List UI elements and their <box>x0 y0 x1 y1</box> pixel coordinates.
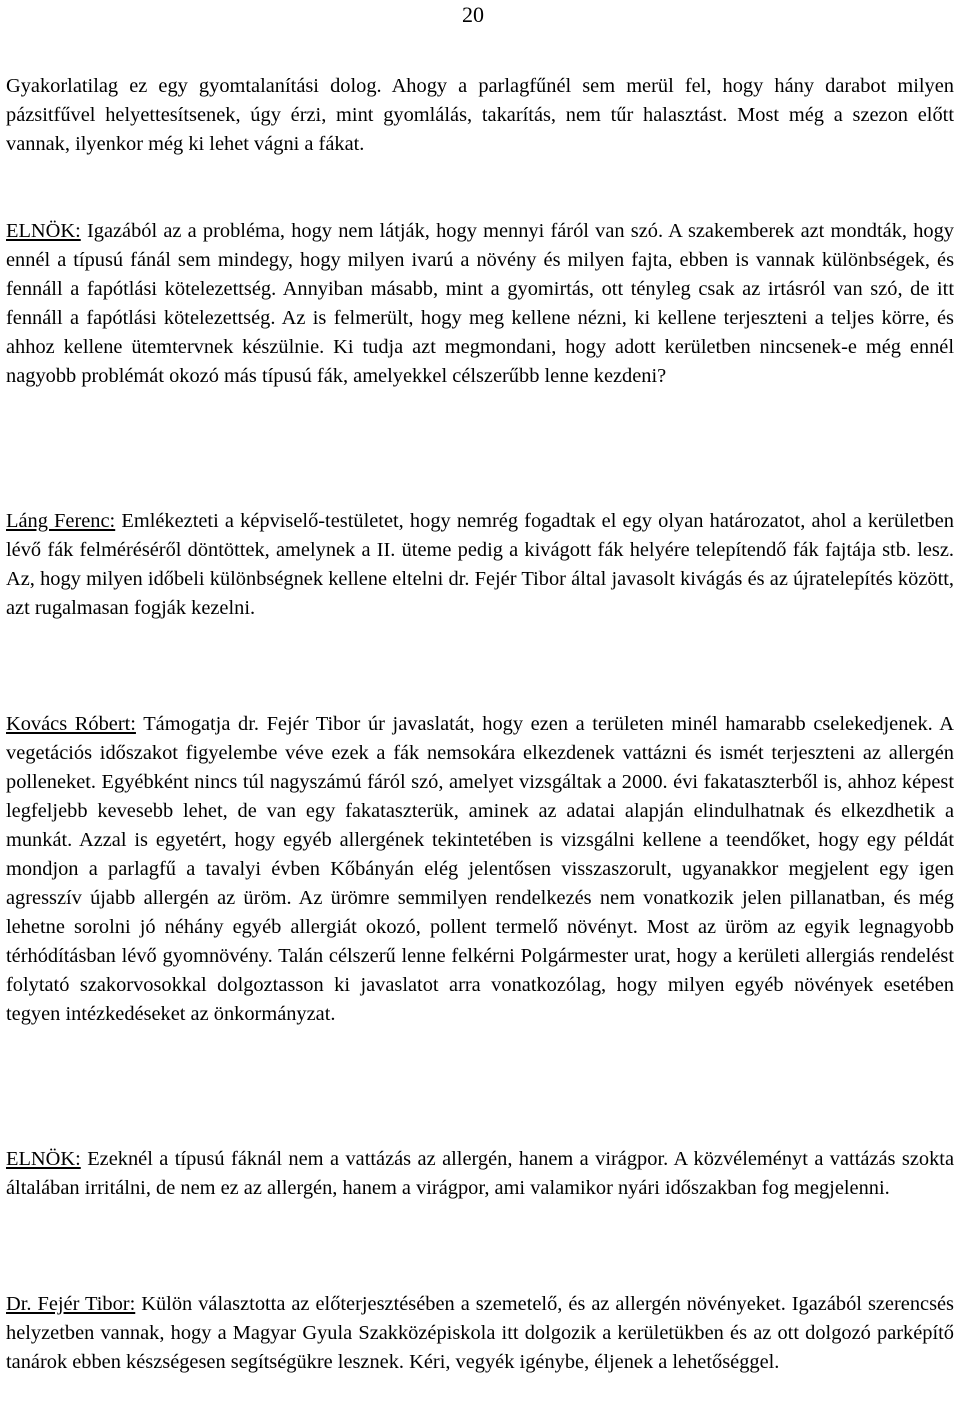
speaker-label: ELNÖK: <box>6 1148 81 1170</box>
speaker-label: Kovács Róbert: <box>6 713 136 735</box>
paragraph-text: Támogatja dr. Fejér Tibor úr javaslatát, hogy ezen a területen minél hamarabb cselekedjenek. A vegetációs időszakot figyelembe véve ezek a fák nemsokára elkezdenek vattázni és ismét terjeszteni az allergén polleneket. Egyébként nincs túl nagyszámú fáról szó, amelyet vizsgáltak a 2000. évi fakataszterből is, ahhoz képest legfeljebb kevesebb lehet, de van egy fakataszterük, aminek az adatai alapján elindulhatnak és elkezdhetik a munkát. Azzal is egyetért, hogy egyéb allergének tekintetében is vizsgálni kellene a teendőket, hogy egy példát mondjon a parlagfű a tavalyi évben Kőbányán elég jelentősen visszaszorult, ugyanakkor megjelent egy igen agresszív újabb allergén az üröm. Az ürömre semmilyen rendelkezés nem vonatkozik jelen pillanatban, és még lehetne sorolni jó néhány egyéb allergiát okozó, pollent termelő növényt. Most az üröm az egyik legnagyobb térhódításban lévő gyomnövény. Talán célszerű lenne felkérni Polgármester urat, hogy a kerületi allergiás rendelést folytató szakorvosokkal dolgoztasson ki javaslatot arra vonatkozólag, hogy milyen egyéb növények esetében tegyen intézkedéseket az önkormányzat. <box>6 713 954 1025</box>
paragraph-2 <box>6 217 954 391</box>
paragraph-4 <box>6 710 954 1029</box>
paragraph-6 <box>6 1290 954 1377</box>
speaker-label: Láng Ferenc: <box>6 510 116 532</box>
speaker-label: Dr. Fejér Tibor: <box>6 1293 136 1315</box>
paragraph-text: Ezeknél a típusú fáknál nem a vattázás az allergén, hanem a virágpor. A közvéleményt a vattázás szokta általában irritálni, de nem ez az allergén, hanem a virágpor, ami valamikor nyári időszakban fog megjelenni. <box>6 1148 954 1199</box>
paragraph-5 <box>6 1145 954 1203</box>
paragraph-3 <box>6 507 954 623</box>
speaker-label: ELNÖK: <box>6 220 81 242</box>
page-number: 20 <box>462 2 484 27</box>
paragraph-1 <box>6 72 954 159</box>
paragraph-text: Külön választotta az előterjesztésében a szemetelő, és az allergén növényeket. Igazából szerencsés helyzetben vannak, hogy a Magyar Gyula Szakközépiskola itt dolgozik a kerületükben és az ott dolgozó parképítő tanárok ebben készségesen segítségükre lesznek. Kéri, vegyék igénybe, éljenek a lehetőséggel. <box>6 1293 954 1373</box>
paragraph-text: Igazából az a probléma, hogy nem látják, hogy mennyi fáról van szó. A szakemberek azt mondták, hogy ennél a típusú fánál sem mindegy, hogy milyen ivarú a növény és milyen fajta, ebben is vannak különbségek, és fennáll a fapótlási kötelezettség. Annyiban másabb, mint a gyomirtás, ott tényleg csak az irtásról van szó, de itt fennáll a fapótlási kötelezettség. Az is felmerült, hogy meg kellene nézni, ki kellene terjeszteni a teljes körre, és ahhoz kellene ütemtervnek készülnie. Ki tudja azt megmondani, hogy adott kerületben nincsenek-e még ennél nagyobb problémát okozó más típusú fák, amelyekkel célszerűbb lenne kezdeni? <box>6 220 954 387</box>
paragraph-text: Gyakorlatilag ez egy gyomtalanítási dolog. Ahogy a parlagfűnél sem merül fel, hogy hány darabot milyen pázsitfűvel helyettesítsenek, úgy érzi, mint gyomlálás, takarítás, nem tűr halasztást. Most még a szezon előtt vannak, ilyenkor még ki lehet vágni a fákat. <box>6 75 954 155</box>
paragraph-text: Emlékezteti a képviselő-testületet, hogy nemrég fogadtak el egy olyan határozatot, ahol a kerületben lévő fák felméréséről döntöttek, amelynek a II. üteme pedig a kivágott fák helyére telepítendő fák fajtája stb. lesz. Az, hogy milyen időbeli különbségnek kellene eltelni dr. Fejér Tibor által javasolt kivágás és az újratelepítés között, azt rugalmasan fogják kezelni. <box>6 510 954 619</box>
